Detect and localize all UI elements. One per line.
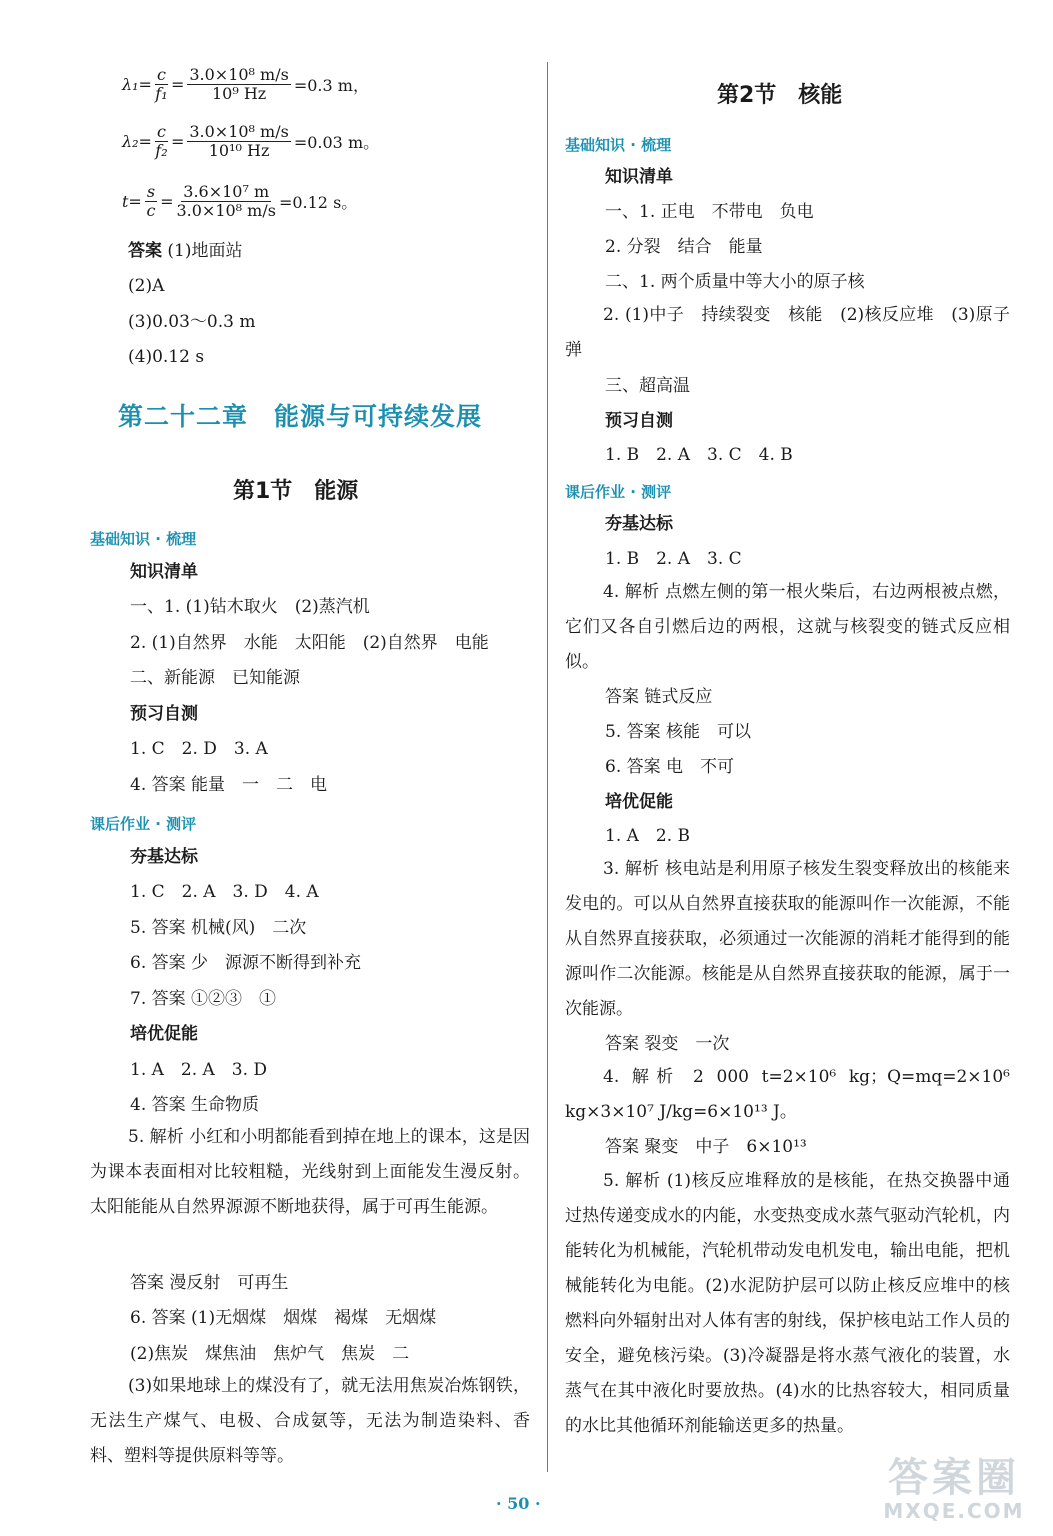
- answer-3: (3)0.03～0.3 m: [128, 312, 256, 332]
- heading-basic: 夯基达标: [605, 514, 673, 534]
- heading-knowledge-list: 知识清单: [605, 167, 673, 187]
- answer-line: 答案 链式反应: [605, 687, 713, 707]
- knowledge-item: 2. (1)中子 持续裂变 核能 (2)核反应堆 (3)原子弹: [565, 305, 1010, 360]
- fraction: $\frac{c}{\text{f₂}}$: [155, 122, 168, 161]
- section-title: 第1节 能源: [233, 479, 359, 504]
- knowledge-item: 二、新能源 已知能源: [130, 668, 300, 688]
- answer-line: 6. 答案 少 源源不断得到补充: [130, 953, 362, 973]
- heading-advance: 培优促能: [130, 1024, 198, 1044]
- knowledge-item: 一、1. (1)钻木取火 (2)蒸汽机: [130, 597, 370, 617]
- equation-lambda1: λ₁= $\frac{c}{\text{f₁}}$ = $\frac{\text{3.0×10⁸ m/s}}{\text{10⁹ Hz}}$ =0.3 m，: [122, 65, 369, 104]
- knowledge-item: 二、1. 两个质量中等大小的原子核: [605, 272, 865, 292]
- answer-1: 答案 (1)地面站: [128, 241, 243, 261]
- column-divider: [547, 62, 548, 1472]
- answer-line: 1. B 2. A 3. C: [605, 549, 742, 569]
- label-homework: 课后作业 · 测评: [90, 815, 197, 833]
- knowledge-item: 三、超高温: [605, 376, 690, 396]
- fraction: $\frac{\text{3.0×10⁸ m/s}}{\text{10¹⁰ Hz}}$: [189, 122, 289, 161]
- analysis-paragraph: 5. 解析 小红和小明都能看到掉在地上的课本，这是因为课本表面相对比较粗糙，光线射到上面能发生漫反射。太阳能能从自然界源源不断地获得，属于可再生能源。: [90, 1127, 530, 1217]
- analysis-paragraph: 3. 解析 核电站是利用原子核发生裂变释放出的核能来发电的。可以从自然界直接获取的能源叫作一次能源，不能从自然界直接获取，必须通过一次能源的消耗才能得到的能源叫作二次能源。核能是从自然界直接获取的能源，属于一次能源。: [565, 859, 1010, 1019]
- fraction: $\frac{\text{3.0×10⁸ m/s}}{\text{10⁹ Hz}}$: [189, 65, 289, 104]
- watermark-logo: 答案圈 MXQE.COM: [883, 1455, 1025, 1523]
- answer-4: (4)0.12 s: [128, 347, 205, 367]
- answer-line: 1. C 2. A 3. D 4. A: [130, 882, 319, 902]
- answer-line: 答案 漫反射 可再生: [130, 1273, 289, 1293]
- label-basic-knowledge: 基础知识 · 梳理: [90, 530, 197, 548]
- heading-preview-test: 预习自测: [605, 411, 673, 431]
- eq-lhs: λ₁=: [122, 75, 152, 95]
- fraction: $\frac{\text{3.6×10⁷ m}}{\text{3.0×10⁸ m/s}}$: [176, 182, 276, 221]
- label-homework: 课后作业 · 测评: [565, 483, 672, 501]
- equation-time: t= $\frac{s}{c}$ = $\frac{\text{3.6×10⁷ m}}{\text{3.0×10⁸ m/s}}$ =0.12 s。: [122, 182, 358, 221]
- preview-answers: 4. 答案 能量 一 二 电: [130, 775, 328, 795]
- chapter-title: 第二十二章 能源与可持续发展: [118, 402, 483, 431]
- answer-line: 6. 答案 (1)无烟煤 烟煤 褐煤 无烟煤: [130, 1308, 437, 1328]
- equation-lambda2: λ₂= $\frac{c}{\text{f₂}}$ = $\frac{\text{3.0×10⁸ m/s}}{\text{10¹⁰ Hz}}$ =0.03 m。: [122, 122, 380, 161]
- preview-answers: 1. B 2. A 3. C 4. B: [605, 445, 793, 465]
- answer-2: (2)A: [128, 276, 165, 296]
- heading-basic: 夯基达标: [130, 847, 198, 867]
- section-title: 第2节 核能: [717, 83, 843, 108]
- analysis-paragraph: 4. 解析 点燃左侧的第一根火柴后，右边两根被点燃，它们又各自引燃后边的两根，这就与核裂变的链式反应相似。: [565, 582, 1010, 672]
- page-number: · 50 ·: [496, 1494, 541, 1513]
- answer-line: 5. 答案 机械(风) 二次: [130, 918, 307, 938]
- knowledge-item: 2. (1)自然界 水能 太阳能 (2)自然界 电能: [130, 633, 489, 653]
- preview-answers: 1. C 2. D 3. A: [130, 739, 268, 759]
- analysis-paragraph: 4. 解析 2 000 t=2×10⁶ kg；Q=mq=2×10⁶ kg×3×10⁷ J/kg=6×10¹³ J。: [565, 1067, 1010, 1122]
- answer-line: 答案 聚变 中子 6×10¹³: [605, 1137, 807, 1157]
- answer-line: 5. 答案 核能 可以: [605, 722, 752, 742]
- eq-rhs: =0.3 m，: [293, 76, 369, 96]
- answer-line: 1. A 2. A 3. D: [130, 1060, 268, 1080]
- answer-line: 6. 答案 电 不可: [605, 757, 735, 777]
- answer-line: 1. A 2. B: [605, 826, 691, 846]
- answer-line: 4. 答案 生命物质: [130, 1095, 260, 1115]
- answer-line: 答案 裂变 一次: [605, 1034, 730, 1054]
- answer-paragraph: (3)如果地球上的煤没有了，就无法用焦炭冶炼钢铁，无法生产煤气、电极、合成氨等，无法为制造染料、香料、塑料等提供原料等等。: [90, 1376, 530, 1466]
- knowledge-item: 一、1. 正电 不带电 负电: [605, 202, 814, 222]
- heading-advance: 培优促能: [605, 792, 673, 812]
- heading-knowledge-list: 知识清单: [130, 562, 198, 582]
- heading-preview-test: 预习自测: [130, 704, 198, 724]
- answer-line: 7. 答案 ①②③ ①: [130, 989, 277, 1009]
- fraction: $\frac{c}{\text{f₁}}$: [155, 65, 168, 104]
- label-basic-knowledge: 基础知识 · 梳理: [565, 136, 672, 154]
- knowledge-item: 2. 分裂 结合 能量: [605, 237, 763, 257]
- analysis-paragraph: 5. 解析 (1)核反应堆释放的是核能，在热交换器中通过热传递变成水的内能，水变热变成水蒸气驱动汽轮机，内能转化为机械能，汽轮机带动发电机发电，输出电能，把机械能转化为电能。(2)水泥防护层可以防止核反应堆中的核燃料向外辐射出对人体有害的射线，保护核电站工作人员的安全，避免核污染。(3)冷凝器是将水蒸气液化的装置，水蒸气在其中液化时要放热。(4)水的比热容较大，相同质量的水比其他循环剂能输送更多的热量。: [565, 1171, 1010, 1436]
- fraction: $\frac{s}{c}$: [146, 182, 156, 221]
- answer-line: (2)焦炭 煤焦油 焦炉气 焦炭 二: [130, 1344, 410, 1364]
